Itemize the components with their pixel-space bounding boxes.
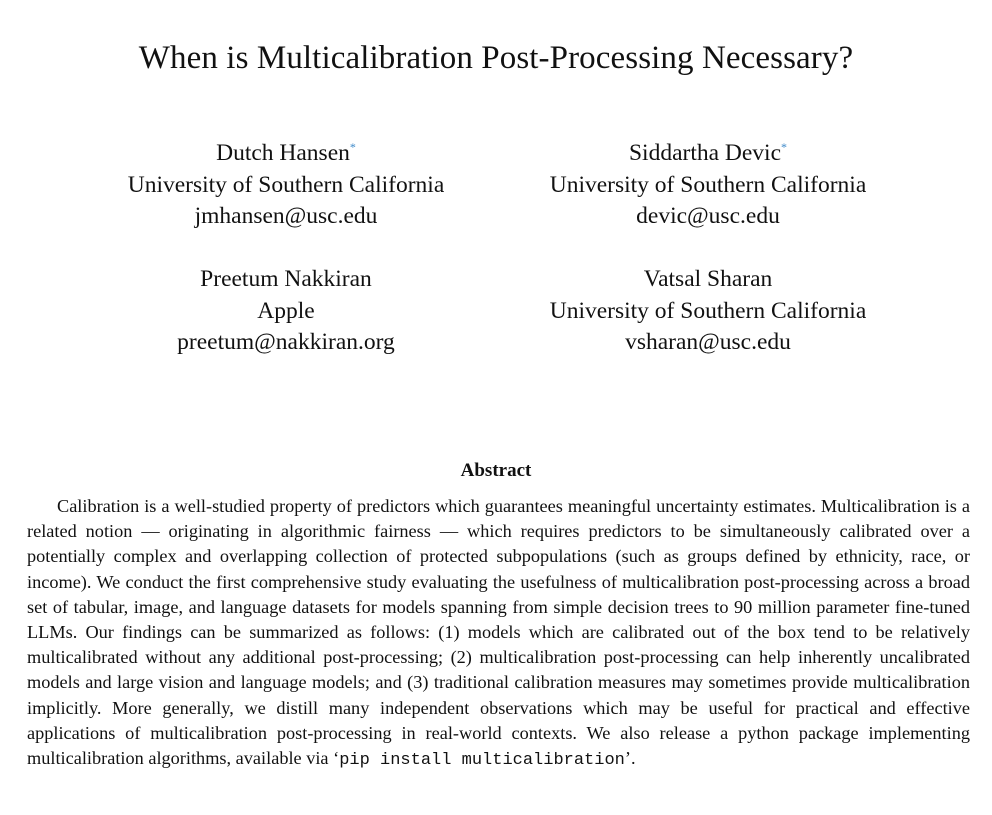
author-block (498, 138, 918, 233)
equal-contribution-mark[interactable]: * (349, 140, 356, 155)
author-email: devic@usc.edu (636, 203, 780, 229)
author-email: preetum@nakkiran.org (177, 329, 395, 355)
abstract-heading: Abstract (460, 460, 532, 481)
author-name-line (76, 264, 496, 296)
abstract-text (27, 494, 970, 773)
author-name: Siddartha Devic (628, 140, 782, 166)
author-affiliation: University of Southern California (127, 171, 445, 198)
author-name: Dutch Hansen (216, 140, 350, 166)
author-email: vsharan@usc.edu (625, 329, 791, 355)
author-affiliation: University of Southern California (549, 171, 867, 198)
abstract-tail: ’. (624, 748, 636, 769)
author-name-line (76, 138, 496, 170)
author-block (498, 264, 918, 359)
author-email: jmhansen@usc.edu (194, 203, 378, 229)
author-affiliation: Apple (257, 297, 315, 324)
author-name: Vatsal Sharan (643, 266, 773, 292)
pip-install-command: pip install multicalibration (339, 751, 625, 771)
abstract-paragraph: Calibration is a well-studied property of predictors which guarantees meaningful uncertainty estimates. Multicalibration is a related notion — originating in algorithmic fairness — which requires predictors to be simultaneously calibrated over a potentially complex and overlapping collection of protected subpopulations (such as groups defined by ethnicity, race, or income). We conduct the first comprehensive study evaluating the usefulness of multicalibration post-processing across a broad set of tabular, image, and language datasets for models spanning from simple decision trees to 90 million parameter fine-tuned LLMs. Our findings can be summarized as follows: (1) models which are calibrated out of the box tend to be relatively multicalibrated without any additional post-processing; (2) multicalibration post-processing can help inherently uncalibrated models and large vision and language models; and (3) traditional calibration measures may sometimes provide multicalibration implicitly. More generally, we distill many independent observations which may be useful for practical and effective applications of multicalibration post-processing in real-world contexts. We also release a python package implementing multicalibration algorithms, available via ‘ (27, 496, 970, 769)
author-name-line (498, 138, 918, 170)
paper-title: When is Multicalibration Post-Processing Necessary? (138, 40, 854, 76)
author-block (76, 264, 496, 359)
author-name-line (498, 264, 918, 296)
author-affiliation: University of Southern California (549, 297, 867, 324)
author-name: Preetum Nakkiran (200, 266, 372, 292)
equal-contribution-mark[interactable]: * (781, 140, 788, 155)
author-block (76, 138, 496, 233)
